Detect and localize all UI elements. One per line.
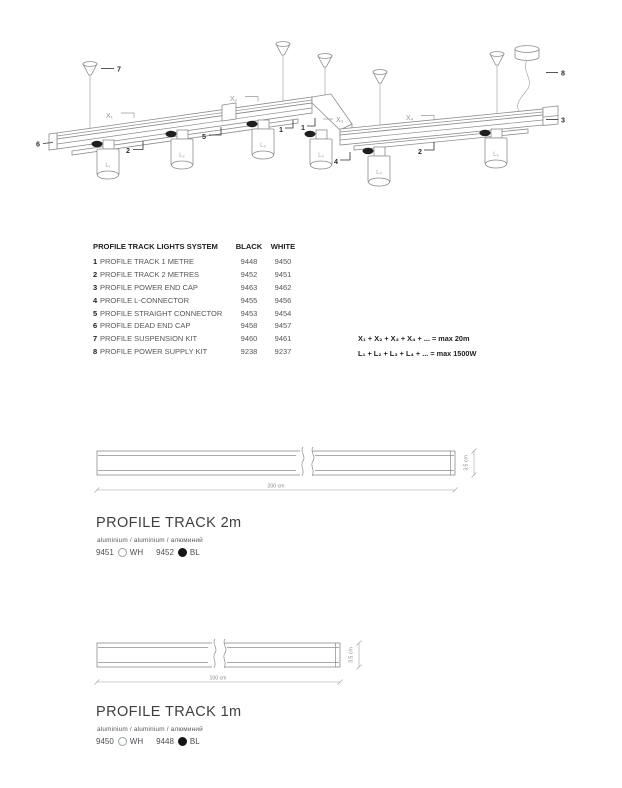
suspension-kit: [318, 54, 332, 67]
callout-8: [546, 69, 565, 78]
table-row: [93, 257, 305, 270]
code-white: 9450: [274, 257, 292, 266]
light-label: L₂: [179, 153, 185, 159]
row-number: 6: [93, 321, 98, 331]
light-label: L₁: [105, 163, 111, 169]
code-black: 9452: [156, 548, 174, 557]
row-number: 4: [93, 295, 98, 305]
suspension-kit: [373, 70, 387, 83]
code-white: 9456: [274, 295, 292, 305]
svg-text:3: 3: [561, 115, 565, 125]
black-swatch: [178, 737, 187, 746]
section-title-2m: PROFILE TRACK 2m: [96, 515, 242, 531]
finish-black: BL: [189, 548, 200, 557]
code-white: 9462: [274, 282, 292, 292]
span-label-x1: [106, 113, 134, 120]
power-supply-kit: [515, 46, 539, 111]
svg-text:X₂: X₂: [230, 96, 238, 103]
light-label: L₃: [260, 143, 266, 149]
svg-text:8: 8: [561, 68, 565, 78]
svg-text:1: 1: [279, 125, 283, 134]
svg-text:1: 1: [301, 123, 305, 132]
row-number: 5: [93, 308, 98, 318]
code-black: 9238: [240, 347, 258, 357]
power-end-cap: [543, 106, 558, 126]
product-name: PROFILE SUSPENSION KIT: [100, 334, 198, 344]
svg-text:X₃: X₃: [336, 117, 344, 124]
max-length-formula: X₁ + X₂ + X₃ + X₄ + ... = max 20m: [358, 334, 470, 343]
table-header: [93, 242, 305, 257]
track-2m-drawing: [0, 445, 622, 505]
dead-end-cap: [49, 133, 57, 150]
height-dimension: [349, 641, 362, 670]
suspension-kit: [490, 52, 504, 65]
callout-2-right: [418, 142, 434, 156]
code-black: 9460: [240, 334, 258, 344]
code-white: 9237: [274, 347, 292, 357]
light-label: L₆: [493, 152, 499, 158]
length-value: 100 cm: [209, 675, 227, 682]
callout-1-b: [301, 118, 315, 132]
height-value: 3.5 cm: [463, 455, 470, 471]
svg-text:2: 2: [418, 147, 422, 156]
product-name: PROFILE L-CONNECTOR: [100, 295, 190, 305]
column-black: BLACK: [235, 242, 263, 251]
product-name: PROFILE STRAIGHT CONNECTOR: [100, 308, 223, 318]
track-right-segment: [340, 109, 543, 150]
code-black: 9463: [240, 282, 258, 292]
callout-4: [334, 152, 350, 166]
white-swatch: [118, 548, 127, 557]
svg-text:7: 7: [117, 64, 121, 74]
code-white: 9454: [274, 308, 292, 318]
code-white: 9451: [274, 269, 292, 279]
svg-text:5: 5: [202, 132, 206, 141]
code-white: 9461: [274, 334, 292, 344]
spotlight: [363, 147, 391, 186]
code-black: 9452: [240, 269, 258, 279]
system-diagram: [0, 0, 622, 235]
table-row: [93, 347, 305, 360]
section-title-1m: PROFILE TRACK 1m: [96, 704, 242, 720]
table-row: [93, 270, 305, 283]
suspension-kit: [83, 62, 97, 75]
codes-1m: [96, 737, 200, 746]
light-label: L₅: [376, 170, 382, 176]
product-name: PROFILE POWER END CAP: [100, 282, 198, 292]
svg-text:X₄: X₄: [406, 115, 414, 122]
code-black: 9453: [240, 308, 258, 318]
product-name: PROFILE TRACK 2 METRES: [100, 269, 200, 279]
code-white: 9457: [274, 321, 292, 331]
materials-2m: aluminium / aluminium / алюминий: [97, 537, 203, 544]
svg-text:2: 2: [126, 146, 130, 155]
length-dimension: [95, 484, 458, 493]
callout-7: [101, 65, 121, 74]
height-value: 3.5 cm: [348, 647, 355, 663]
span-label-x2: [230, 96, 258, 103]
table-row: [93, 296, 305, 309]
finish-white: WH: [129, 548, 144, 557]
code-white: 9450: [96, 737, 114, 746]
row-number: 7: [93, 334, 98, 344]
row-number: 2: [93, 269, 98, 279]
table-title: PROFILE TRACK LIGHTS SYSTEM: [93, 242, 218, 251]
light-label: L₄: [318, 153, 324, 159]
svg-text:4: 4: [334, 157, 338, 166]
height-dimension: [464, 449, 477, 478]
table-row: [93, 283, 305, 296]
suspension-kit: [276, 42, 290, 55]
codes-2m: [96, 548, 200, 557]
finish-black: BL: [189, 737, 200, 746]
product-name: PROFILE POWER SUPPLY KIT: [100, 347, 208, 357]
black-swatch: [178, 548, 187, 557]
row-number: 3: [93, 282, 98, 292]
row-number: 8: [93, 347, 98, 357]
max-power-formula: L₁ + L₂ + L₃ + L₄ + ... = max 1500W: [358, 348, 477, 358]
table-row: [93, 309, 305, 322]
spotlight: [305, 130, 333, 169]
white-swatch: [118, 737, 127, 746]
code-black: 9455: [240, 295, 258, 305]
materials-1m: aluminium / aluminium / алюминий: [97, 726, 203, 733]
code-black: 9448: [156, 737, 174, 746]
product-name: PROFILE TRACK 1 METRE: [100, 257, 195, 266]
straight-connector: [222, 103, 236, 121]
column-white: WHITE: [270, 242, 296, 251]
products-table: [93, 242, 305, 360]
code-black: 9458: [240, 321, 258, 331]
finish-white: WH: [129, 737, 144, 746]
limit-formulas: [358, 334, 476, 363]
svg-text:6: 6: [36, 139, 40, 149]
length-dimension: [95, 676, 343, 685]
track-1m-drawing: [0, 637, 622, 697]
code-white: 9451: [96, 548, 114, 557]
svg-text:X₁: X₁: [106, 113, 114, 120]
table-row: [93, 334, 305, 347]
product-name: PROFILE DEAD END CAP: [100, 321, 191, 331]
length-value: 200 cm: [267, 483, 285, 490]
row-number: 1: [93, 257, 98, 266]
code-black: 9448: [240, 257, 258, 266]
table-row: [93, 321, 305, 334]
